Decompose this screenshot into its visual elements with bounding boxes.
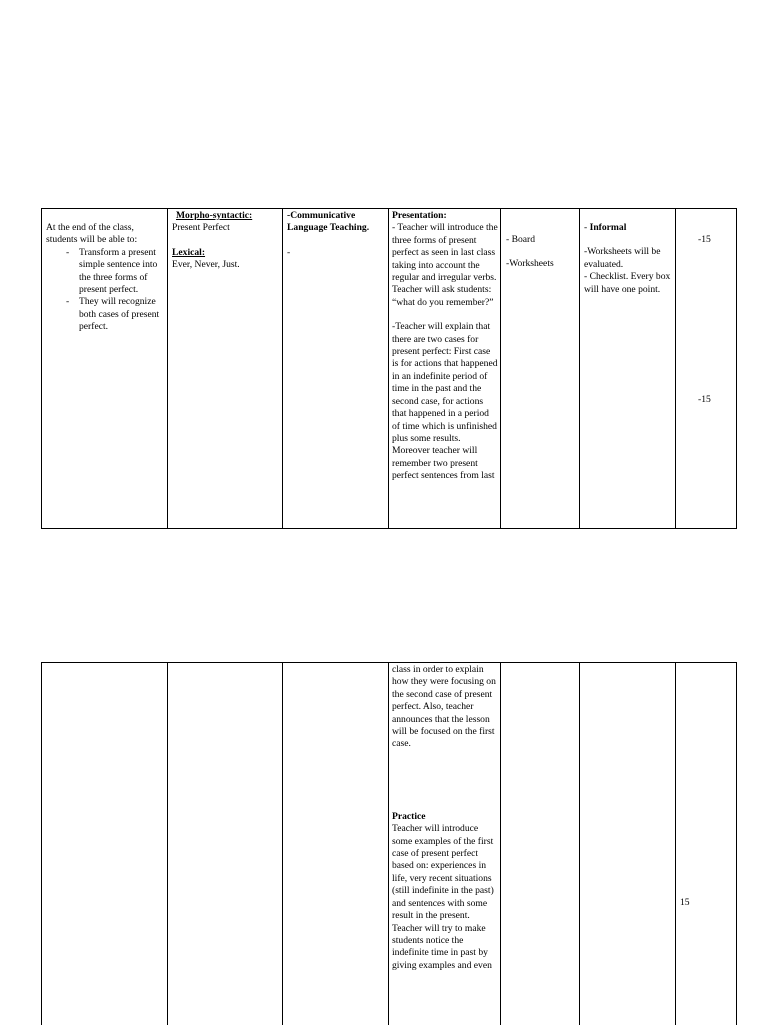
- morpho-syntactic-heading: Morpho-syntactic:: [176, 210, 253, 221]
- approach-dash: -: [287, 246, 291, 258]
- column-divider: [500, 663, 501, 1025]
- presentation-paragraph: -Teacher will explain that there are two cases for present perfect: First case is for actions that happened in an indefinite period of time in the past and the second case, for actions that happened in a period of time which is unfinished plus some results. Moreover teacher will remember two present perfect sentences from last: [392, 321, 498, 482]
- presentation-paragraph: - Teacher will introduce the three forms of present perfect as seen in last class taking into account the regular and irregular verbs. Teacher will ask students: “what do you remember?”: [392, 222, 498, 308]
- lexical-heading: Lexical:: [172, 246, 206, 258]
- column-divider: [579, 209, 580, 528]
- column-divider: [282, 209, 283, 528]
- time-value: -15: [698, 394, 711, 405]
- column-divider: [675, 663, 676, 1025]
- objective-item-text: Transform a present simple sentence into the three forms of present perfect.: [79, 246, 158, 296]
- approach-heading: -Communicative Language Teaching.: [287, 210, 370, 234]
- column-divider: [282, 663, 283, 1025]
- material-worksheets: -Worksheets: [506, 258, 554, 270]
- objective-item: - Transform a present simple sentence into the three forms of present perfect.: [66, 246, 158, 296]
- evaluation-heading: - Informal: [584, 222, 627, 233]
- time-value: -15: [698, 234, 711, 245]
- objective-item: - They will recognize both cases of present perfect.: [66, 296, 160, 333]
- column-divider: [579, 663, 580, 1025]
- practice-paragraph: Teacher will introduce some examples of the first case of present perfect based on: experiences in life, very recent situations (still indefinite in the past) and sentences with some result in the present.: [392, 823, 494, 922]
- objective-item-text: They will recognize both cases of present perfect.: [79, 296, 160, 333]
- material-board: - Board: [506, 234, 536, 245]
- column-divider: [167, 663, 168, 1025]
- evaluation-item: -Worksheets will be evaluated.: [584, 246, 661, 270]
- evaluation-item: - Checklist. Every box will have one point.: [584, 271, 671, 295]
- objectives-intro: At the end of the class, students will be able to:: [46, 222, 138, 246]
- column-divider: [388, 663, 389, 1025]
- time-value: 15: [680, 897, 690, 908]
- lexical-text: Ever, Never, Just.: [172, 259, 240, 271]
- practice-heading: Practice: [392, 810, 426, 822]
- approach-cell: [287, 210, 385, 259]
- column-divider: [388, 209, 389, 528]
- column-divider: [675, 209, 676, 528]
- practice-paragraph: Teacher will try to make students notice the indefinite time in past by giving examples and even: [392, 922, 492, 971]
- column-divider: [167, 209, 168, 528]
- contents-cell: [172, 210, 280, 272]
- procedure-cell-continued: [392, 664, 498, 972]
- lesson-plan-table-bottom: [41, 662, 737, 1025]
- materials-cell: [506, 234, 576, 271]
- evaluation-cell: [584, 222, 674, 296]
- presentation-heading: Presentation:: [392, 210, 447, 221]
- objectives-cell: [46, 222, 164, 334]
- procedure-cell: [392, 210, 498, 483]
- lesson-plan-table-top: [41, 208, 737, 529]
- column-divider: [500, 209, 501, 528]
- morpho-syntactic-text: Present Perfect: [172, 222, 230, 234]
- procedure-paragraph: class in order to explain how they were focusing on the second case of present perfect. Also, teacher announces that the lesson will be focused on the first case.: [392, 664, 496, 750]
- evaluation-title: Informal: [589, 222, 627, 233]
